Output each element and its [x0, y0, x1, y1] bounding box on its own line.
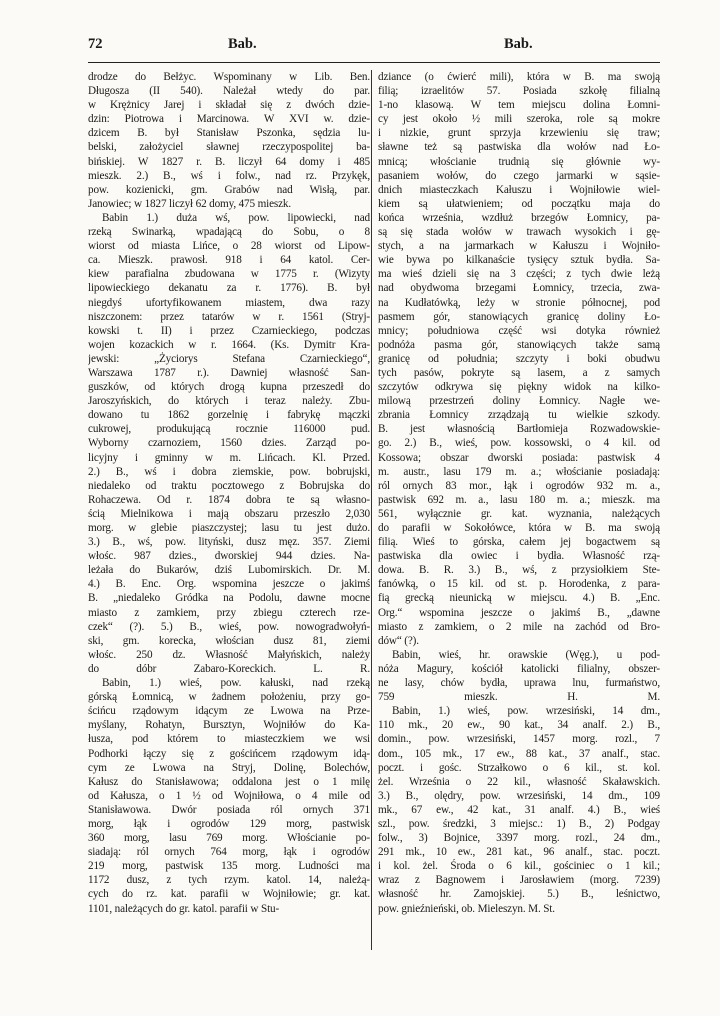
text-line: zbrania Łomnicy zrządzają tu wielkie szkody. — [378, 409, 660, 422]
text-line: ścią Mielnikowa i mają obszaru przeszło 2,030 — [88, 507, 370, 520]
text-line: czek“ (?). 5.) B., wieś, pow. nowogradwołyń- — [88, 620, 370, 633]
text-line: Warszawa 1787 r.). Dawniej własność San- — [88, 366, 370, 379]
text-line: dzin: Piotrowa i Marcinowa. W XVI w. dzie- — [88, 113, 370, 126]
page-number: 72 — [88, 36, 103, 52]
text-line: 360 morg, lasu 769 morg. Włościanie po- — [88, 832, 370, 845]
text-line: cukrowej, produkującą rocznie 116000 pud. — [88, 423, 370, 436]
text-line: Janowiec; w 1827 liczył 62 domy, 475 mieszk. — [88, 197, 292, 210]
text-line: morg. w glebie piaszczystej; lasu tu jest dużo. — [88, 522, 370, 534]
text-line: mnicą; włościanie trudnią się głównie wy- — [378, 155, 660, 168]
text-line: pow. kozienicki, gm. Grabów nad Wisłą, par. — [88, 183, 370, 196]
text-line: pastwiska dla owiec i bydła. Własność rzą- — [378, 550, 660, 563]
text-line: licyjny i gminny w m. Lińcach. Kl. Przed. — [88, 451, 370, 464]
text-line: pow. gnieźnieński, ob. Mieleszyn. M. St. — [378, 902, 555, 915]
text-line: 110 mk., 20 ew., 90 kat., 34 analf. 2.) B., — [378, 719, 660, 732]
text-line: 2.) B., wś i dobra ziemskie, pow. bobrujski, — [88, 465, 370, 478]
text-line: B. „niedaleko Gródka na Podolu, dawne mocne — [88, 592, 370, 605]
text-line: dziance (o ćwierć mili), która w B. ma swoją — [378, 71, 660, 83]
text-line: są się stada wołów w trawach wysokich i gę- — [378, 226, 660, 239]
text-line: nóża Magury, kościół katolicki filialny, obszer- — [378, 662, 660, 675]
text-line: Babin 1.) duża wś, pow. lipowiecki, nad — [102, 211, 370, 224]
text-line: i nizkie, grunt sprzyja krzewieniu się traw; — [378, 127, 660, 140]
text-line: Kossowa; obszar dworski posiada: pastwisk 4 — [378, 451, 660, 464]
text-line: 3.) B., wś, pow. lityński, dusz męz. 357. Ziemi — [88, 536, 370, 549]
text-line: poczt. i gośc. Strzałkowo o 6 kil., st. kol. — [378, 761, 660, 774]
text-line: 4.) B. Enc. Org. wspomina jeszcze o jakimś — [88, 578, 370, 591]
text-line: od Kałusza, o 1 ½ od Wojniłowa, o 4 mile od — [88, 789, 370, 802]
text-line: lipowieckiego dekanatu za r. 1776). B. był — [88, 282, 370, 295]
text-line: filią; izraelitów 57. Posiada szkołę filialną — [378, 85, 660, 98]
text-line: belski, założyciel sławnej rzeczypospolitej ba- — [88, 141, 370, 154]
text-line: do parafii w Sokołówce, która w B. ma swoją — [378, 522, 660, 534]
text-line: dowa. B. R. 3.) B., wś, z przysiołkiem Ste- — [378, 564, 660, 577]
text-line: i kol. żel. Środa o 6 kil., gościniec o 1 kil.; — [378, 860, 660, 873]
text-line: włośc. 987 dzies., dworskiej 944 dzies. Na- — [88, 550, 370, 563]
header-rule — [88, 62, 660, 63]
text-line: Kałusz do Stanisławowa; oddalona jest o 1 milę — [88, 775, 370, 788]
text-line: ścińcu rządowym idącym ze Lwowa na Prze- — [88, 705, 370, 718]
text-line: kowski t. II) i przez Czarnieckiego, podczas — [88, 324, 370, 337]
text-line: pasaniem wołów, do czego jarmarki w sąsie- — [378, 169, 660, 182]
text-line: Babin, 1.) wieś, pow. kałuski, nad rzeką — [102, 677, 370, 690]
text-line: ski, gm. korecka, włościan dusz 81, ziemi — [88, 634, 370, 647]
text-line: drodze do Bełżyc. Wspominany w Lib. Ben. — [88, 71, 370, 83]
left-text-column — [88, 70, 370, 916]
text-line: m. austr., lasu 179 m. a.; włościanie posiadają: — [378, 465, 660, 478]
text-line: szczytów odkrywa się piękny widok na kilko- — [378, 381, 660, 394]
text-line: szl., pow. średzki, 3 miejsc.: 1) B., 2) Podgay — [378, 817, 660, 830]
text-line: niedaleko od traktu pocztowego z Bobrujska do — [88, 479, 370, 492]
text-line: Jaroszyńskich, do których i teraz należy. Zbu- — [88, 395, 370, 408]
text-line: ról ornych 83 mor., łąk i ogrodów 932 m. a., — [378, 479, 660, 492]
text-line: Wyborny czarnoziem, 1560 dzies. Zarząd po- — [88, 437, 370, 450]
text-line: go. 2.) B., wieś, pow. kossowski, o 4 kil. od — [378, 437, 660, 450]
text-line: Babin, wieś, hr. orawskie (Węg.), u pod- — [392, 648, 660, 661]
text-line: wraz z Bagnowem i Jarosławiem (morg. 7239) — [378, 874, 660, 887]
column-divider — [371, 70, 372, 950]
text-line: Rohaczewa. Od r. 1874 dobra te są własno- — [88, 493, 370, 506]
text-line: niszczonem: przez tatarów w r. 1561 (Stryj- — [88, 310, 370, 323]
text-line: ne lasy, chów bydła, uprawa lnu, furmaństwo, — [378, 677, 660, 690]
text-line: ma wieś dzieli się na 3 części; z tych dwie leżą — [378, 268, 660, 281]
text-line: 291 mk., 10 ew., 281 kat., 96 analf., stac. poczt. — [378, 846, 660, 859]
text-line: Babin, 1.) wieś, pow. wrzesiński, 14 dm., — [392, 705, 660, 718]
text-line: Długosza (II 540). Należał wtedy do par. — [88, 85, 370, 98]
text-line: dzicem B. był Stanisław Pszonka, sędzia lu- — [88, 127, 370, 140]
text-line: Org.“ wspomina jeszcze o jakimś B., „dawne — [378, 606, 660, 619]
text-line: rzeką Swinarką, wpadającą do Sobu, o 8 — [88, 226, 370, 239]
text-line: fią grecką nieunicką w miejscu. 4.) B. „Enc. — [378, 592, 660, 605]
text-line: w Krężnicy Jarej i składał się z dwóch dzie- — [88, 99, 370, 112]
text-line: mieszk. 2.) B., wś i folw., nad rz. Przykęk, — [88, 169, 370, 182]
text-line: siadają: ról ornych 764 morg, łąk i ogrodów — [88, 846, 370, 859]
text-line: 3.) B., olędry, pow. wrzesiński, 14 dm., 109 — [378, 789, 660, 802]
right-text-column — [378, 70, 660, 916]
text-line: mk., 67 ew., 42 kat., 31 analf. 4.) B., wieś — [378, 803, 660, 816]
text-line: 759 mieszk. H. M. — [378, 691, 660, 704]
text-line: 219 morg, pastwisk 135 morg. Ludności ma — [88, 860, 370, 873]
text-line: wiorst od miasta Lińce, o 28 wiorst od Lipow- — [88, 240, 370, 253]
text-line: granicę od południa; szczyty i boki obudwu — [378, 352, 660, 365]
text-line: kiem są ułatwieniem; od początku maja do — [378, 197, 660, 210]
text-line: tych pasów, pokryte są lasem, a z samych — [378, 366, 660, 379]
text-line: Podhorki łączy się z gościńcem rządowym idą- — [88, 747, 370, 760]
text-line: górską Łomnicą, w żadnem położeniu, przy go- — [88, 691, 370, 704]
text-line: folw., 3) Bojnice, 3397 morg. rozl., 24 dm., — [378, 832, 660, 845]
text-line: włośc. 250 dz. Własność Małyńskich, należy — [88, 648, 370, 661]
text-line: pastwisk 692 m. a., lasu 180 m. a.; mieszk. ma — [378, 493, 660, 506]
text-line: miasto z zamkiem, przy zbiegu czterech rze- — [88, 606, 370, 619]
text-line: dom., 105 mk., 17 ew., 88 kat., 37 analf., stac. — [378, 747, 660, 760]
text-line: na Kudłatówką, leży w stronie północnej, pod — [378, 296, 660, 309]
text-line: cych do rz. kat. parafii w Wojniłowie; gr. kat. — [88, 888, 370, 901]
text-line: B. jest własnością Bartłomieja Rozwadowskie- — [378, 423, 660, 436]
text-line: dów“ (?). — [378, 634, 419, 647]
text-line: własność hr. Zamojskiej. 5.) B., leśnictwo, — [378, 888, 660, 901]
text-line: 561, wyłącznie gr. kat. wyznania, należących — [378, 507, 660, 520]
text-line: żel. Września o 22 kil., własność Skaławskich. — [378, 775, 660, 788]
text-line: Stanisławowa. Dwór posiada ról ornych 371 — [88, 803, 370, 816]
text-line: jewski: „Życiorys Stefana Czarnieckiego“, — [88, 352, 370, 365]
text-line: 1172 dusz, z tych rzym. katol. 14, należą- — [88, 874, 370, 887]
text-line: guszków, od których drogą kupna przeszedł do — [88, 381, 370, 394]
text-line: stych, a na jarmarkach w Kałuszu i Wojniło- — [378, 240, 660, 253]
text-line: 1101, należących do gr. katol. parafii w Stu- — [88, 902, 280, 915]
text-line: cy jest około ½ mili szeroka, role są mokre — [378, 113, 660, 126]
text-line: morg, łąk i ogrodów 129 morg, pastwisk — [88, 817, 370, 830]
text-line: fanówką, o 15 kil. od st. p. Horodenka, z para- — [378, 578, 660, 591]
text-line: podnóża pasma gór, stanowiących także samą — [378, 338, 660, 351]
text-line: ca. Mieszk. prawosł. 918 i 64 katol. Cer- — [88, 254, 370, 267]
text-line: dnich miasteczkach Kałuszu i Wojniłowie wiel- — [378, 183, 660, 196]
text-line: końca września, wzdłuż brzegów Łomnicy, pa- — [378, 211, 660, 224]
text-line: kiew parafialna zbudowana w 1775 r. (Wizyty — [88, 268, 370, 281]
text-line: pasmem gór, stanowiących granicę doliny Ło- — [378, 310, 660, 323]
text-line: niegdyś ufortyfikowanem miastem, dwa razy — [88, 296, 370, 309]
text-line: mnicy; południowa część wsi dotyka również — [378, 324, 660, 337]
text-line: 1-no klasową. W tem miejscu dolina Łomni- — [378, 99, 660, 112]
text-line: miasto z zamkiem, o 2 mile na zachód od Bro- — [378, 620, 660, 633]
left-running-head: Bab. — [228, 36, 257, 52]
text-line: leżała do Bukarów, dziś Lubomirskich. Dr. M. — [88, 564, 370, 577]
text-line: nad obydwoma brzegami Łomnicy, trzecia, zwa- — [378, 282, 660, 295]
text-line: łusza, pod którem to miasteczkiem we wsi — [88, 733, 370, 746]
text-line: myślany, Rohatyn, Bursztyn, Wojniłów do Ka- — [88, 719, 370, 732]
text-line: wie bywa po kilkanaście tysięcy sztuk bydła. Sa- — [378, 254, 660, 267]
right-running-head: Bab. — [504, 36, 533, 52]
text-line: sławne też są pastwiska dla wołów nad Ło- — [378, 141, 660, 154]
text-line: wojen kozackich w r. 1664. (Ks. Dymitr Kra- — [88, 338, 370, 351]
text-line: dowano tu 1862 gorzelnię i fabrykę mączki — [88, 409, 370, 422]
text-line: filią. Wieś to górska, całem jej bogactwem są — [378, 536, 660, 549]
text-line: milową przestrzeń doliny Łomnicy. Nagłe we- — [378, 395, 660, 408]
text-line: do dóbr Zabaro-Koreckich. L. R. — [88, 662, 370, 675]
text-line: bińskiej. W 1827 r. B. liczył 64 domy i 485 — [88, 155, 370, 168]
text-line: cym ze Lwowa na Stryj, Dolinę, Bolechów, — [88, 761, 370, 774]
text-line: domin., pow. wrzesiński, 1457 morg. rozl., 7 — [378, 733, 660, 746]
